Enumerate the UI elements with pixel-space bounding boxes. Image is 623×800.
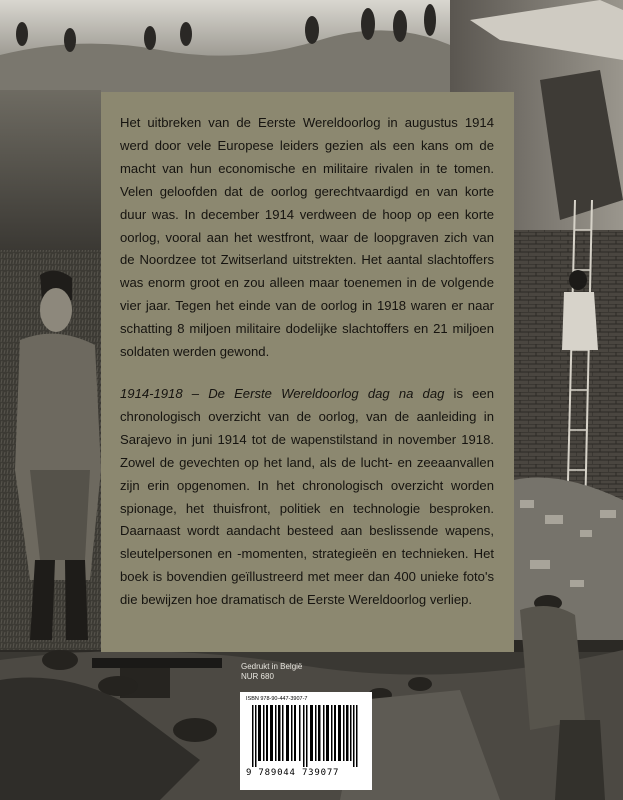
summary-paragraph <box>120 383 494 612</box>
summary-text: is een chronologisch overzicht van de oorlog, van de aanleiding in Sarajevo in juni 1914 tot de wapenstilstand in november 1918. Zowel de gevechten op het land, als de lucht- en zeeaanvallen zijn erin opgenomen. In het chronologisch overzicht worden spionage, het thuisfront, politiek en technologie besproken. Daarnaast wordt aandacht besteed aan beslissende wapens, sleutelpersonen en -momenten, strategieën en technieken. Het boek is bovendien geïllustreerd met meer dan 400 unieke foto's die bewijzen hoe dramatisch de Eerste Wereldoorlog verliep. <box>120 385 495 608</box>
barcode-bars-icon <box>246 705 366 767</box>
printing-info <box>241 662 302 682</box>
description-panel <box>101 92 514 652</box>
printed-in-label: Gedrukt in België <box>241 662 303 671</box>
isbn-number: ISBN 978-90-447-3907-7 <box>246 696 308 702</box>
isbn-barcode <box>240 692 372 790</box>
ean-digits: 9 789044 739077 <box>246 768 340 778</box>
intro-paragraph: Het uitbreken van de Eerste Wereldoorlog in augustus 1914 werd door vele Europese leiders gezien als een kans om de macht van hun economische en militaire rivalen in te tomen. Velen geloofden dat de oorlog gerechtvaardigd en van korte duur was. In december 1914 verdween de hoop op een korte oorlog, vooral aan het westfront, waar de loopgraven zich van de Noordzee tot Zwitserland uitstrekten. Het aantal slachtoffers was enorm groot en zou alleen maar toenemen in de volgende vier jaar. Tegen het einde van de oorlog in 1918 waren er naar schatting 8 miljoen militaire dodelijke slachtoffers en 21 miljoen soldaten werden gewond. <box>120 115 494 360</box>
book-title: 1914-1918 – De Eerste Wereldoorlog dag na dag <box>120 385 445 401</box>
nur-code: NUR 680 <box>241 672 274 681</box>
